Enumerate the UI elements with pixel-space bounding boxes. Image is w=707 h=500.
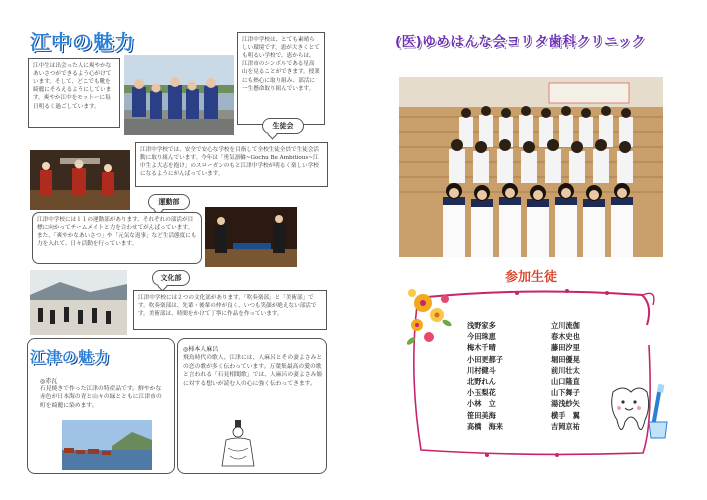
participant-name: 山口隆直 — [551, 377, 580, 387]
participant-name: 高橋 海来 — [467, 421, 503, 431]
school-description-text: 江津中学校は、とても素晴らしい環境です。恵が大きくとても明るい学校で、恵からは、江津市のシンボルである星高山を見ることができます。授業にも熱心に取り組み、部活に一生懸命取り組んでいます。 — [237, 32, 325, 125]
page-title: 江中の魅力 — [30, 30, 135, 54]
hitomaro-text: 飛鳥時代の歌人、江津には、人麻呂とその妻よさみとの恋の歌が多く伝わっています。万葉集最高の愛の歌と言われる「石見相聞歌」では、人麻呂の妻よさみ姫に対する想いが読む人の心に強く伝わってきます。 — [183, 355, 323, 388]
participant-name: 前川壮太 — [551, 365, 580, 375]
participant-name: 山下舞子 — [551, 388, 580, 398]
participant-name: 小玉梨花 — [467, 388, 496, 398]
participant-name: 小林 立 — [467, 399, 496, 409]
sports-club-photo — [205, 207, 297, 267]
participant-name: 今田珠恵 — [467, 332, 496, 342]
participant-name: 立川流伽 — [551, 321, 580, 330]
participant-name: 笹田美海 — [467, 410, 496, 420]
student-council-photo — [30, 150, 130, 210]
participant-name: 藤田汐里 — [551, 343, 580, 353]
poet-illustration — [218, 418, 258, 470]
sekishu-heading: ◎赤瓦 — [40, 378, 58, 385]
participant-name: 湯浅紗矢 — [551, 399, 580, 409]
clinic-title: (医)ゆめはんな会ヨリタ歯科クリニック — [395, 34, 646, 50]
right-page — [355, 0, 707, 500]
participant-name: 横手 翼 — [551, 410, 580, 420]
student-council-text: 江津中学校では、安全で安心な学校を目指して全校生徒全員で生徒会活動に取り組んでいます。今年は「勇気凛輪~Gochu Be Ambitious~江中生よ大志を抱け」のスローガンのもと江津中学校が明るく楽しい学校になるようにがんばっています。 — [135, 142, 328, 187]
gotsu-title: 江津の魅力 — [30, 348, 111, 366]
red-tile-town-photo — [62, 420, 152, 470]
culture-club-label: 文化部 — [152, 270, 190, 286]
tooth-mascot-illustration — [605, 382, 673, 444]
participant-name: 堀田優晃 — [551, 354, 580, 364]
participant-name: 梅木千晴 — [467, 343, 496, 353]
left-page — [0, 0, 350, 500]
participant-name: 春木史也 — [551, 332, 580, 342]
participant-name: 北野れん — [467, 377, 496, 387]
participant-names-left — [467, 320, 503, 432]
participants-title: 参加生徒 — [505, 270, 558, 285]
intro-text: 江中生は出会った人に爽やかなあいさつができるよう心がけています。そして、どこでも靴を綺麗にそろえるようにしています。爽やか江中をモットーに毎日明るく過ごしています。 — [28, 58, 120, 128]
participant-name: 小田更都子 — [467, 354, 503, 364]
students-greeting-photo — [124, 55, 234, 135]
participant-name: 浅野家多 — [467, 321, 496, 330]
participant-names-right — [551, 320, 580, 432]
culture-club-text: 江津中学校には２つの文化部があります。「吹奏楽部」と「美術部」です。吹奏楽部は、先輩・後輩の仲が良く、いつも笑顔が絶えない部活です。美術部は、時間をかけて丁寧に作品を作っています。 — [133, 290, 327, 330]
sekishu-text: 石見焼きで作った江津の特産品です。鮮やかな赤色が日本海の青と山々の緑とともに江津市の町を綺麗に染めます。 — [40, 386, 162, 409]
participant-name: 川村健斗 — [467, 365, 496, 375]
participant-name: 吉岡京祐 — [551, 421, 580, 431]
sports-club-label: 運動部 — [148, 194, 190, 210]
sports-club-text: 江津中学校には１１の運動部があります。それぞれの部活が目標に向かってチームメイトと力を合わせてがんばっています。また、「爽やかなあいさつ」や「元気な返事」など生活態度にも力を入れて、日々活動を行っています。 — [32, 212, 202, 264]
hitomaro-heading: ◎柿本人麻呂 — [183, 346, 219, 353]
group-photo — [399, 77, 663, 257]
culture-club-photo — [30, 270, 127, 335]
student-council-label: 生徒会 — [262, 118, 304, 134]
